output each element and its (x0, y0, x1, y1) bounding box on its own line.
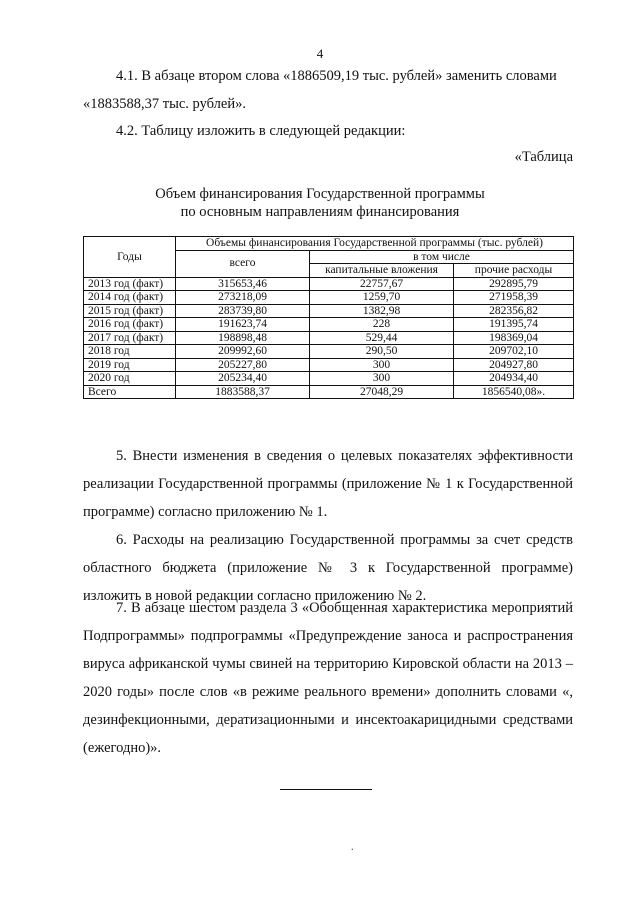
table-row (84, 304, 574, 318)
table-title-line2: по основным направлениям финансирования (180, 204, 460, 220)
page-number: 4 (316, 46, 324, 61)
cell-capital: 22757,67 (310, 277, 454, 291)
table-row (84, 277, 574, 291)
cell-total: 198898,48 (176, 331, 310, 345)
cell-capital: 300 (310, 372, 454, 386)
cell-year: 2017 год (факт) (84, 331, 176, 345)
table-row (84, 318, 574, 332)
header-volumes: Объемы финансирования Государственной программы (тыс. рублей) (176, 237, 574, 251)
cell-other: 209702,10 (454, 345, 574, 359)
cell-capital: 228 (310, 318, 454, 332)
cell-year: 2020 год (84, 372, 176, 386)
cell-year: 2013 год (факт) (84, 277, 176, 291)
cell-other: 198369,04 (454, 331, 574, 345)
cell-total: 191623,74 (176, 318, 310, 332)
cell-other: 204934,40 (454, 372, 574, 386)
header-including: в том числе (310, 250, 574, 264)
paragraph-7: 7. В абзаце шестом раздела 3 «Обобщенная характеристика мероприятий Подпрограммы» подпрограммы «Предупреждение заноса и распространения вируса африканской чумы свиней на территорию Кировской области на 2013 – 2020 годы» после слов «в режиме реального времени» дополнить словами «, дезинфекционными, дератизационными и инсектоакарицидными средствами (ежегодно)». (83, 600, 573, 756)
paragraph-4-1-line1: 4.1. В абзаце втором слова «1886509,19 тыс. рублей» заменить словами (116, 68, 557, 84)
paragraph-4-2: 4.2. Таблицу изложить в следующей редакции: (116, 123, 406, 139)
financing-table (83, 236, 574, 399)
cell-other: 282356,82 (454, 304, 574, 318)
cell-total: 209992,60 (176, 345, 310, 359)
table-row-total (84, 385, 574, 399)
cell-other: 292895,79 (454, 277, 574, 291)
cell-total: 1883588,37 (176, 385, 310, 399)
cell-year: 2015 год (факт) (84, 304, 176, 318)
cell-capital: 1259,70 (310, 291, 454, 305)
scan-mark: . (347, 842, 356, 853)
cell-year: 2019 год (84, 358, 176, 372)
header-other: прочие расходы (454, 264, 574, 278)
cell-other: 191395,74 (454, 318, 574, 332)
cell-other: 1856540,08». (454, 385, 574, 399)
table-row (84, 291, 574, 305)
table-label: «Таблица (514, 149, 573, 165)
cell-total: 273218,09 (176, 291, 310, 305)
header-total: всего (176, 250, 310, 277)
cell-capital: 300 (310, 358, 454, 372)
cell-year: 2018 год (84, 345, 176, 359)
cell-year: Всего (84, 385, 176, 399)
cell-capital: 290,50 (310, 345, 454, 359)
cell-year: 2016 год (факт) (84, 318, 176, 332)
table-row (84, 331, 574, 345)
table-header-row (84, 237, 574, 251)
cell-total: 283739,80 (176, 304, 310, 318)
table-row (84, 372, 574, 386)
cell-year: 2014 год (факт) (84, 291, 176, 305)
cell-total: 205227,80 (176, 358, 310, 372)
cell-other: 204927,80 (454, 358, 574, 372)
cell-total: 315653,46 (176, 277, 310, 291)
paragraph-4-1-line2: «1883588,37 тыс. рублей». (83, 96, 246, 112)
cell-capital: 27048,29 (310, 385, 454, 399)
header-years: Годы (84, 237, 176, 278)
paragraph-6: 6. Расходы на реализацию Государственной программы за счет средств областного бюджета (приложение № 3 к Государственной программе) изложить в новой редакции согласно приложению № 2. (83, 532, 573, 604)
closing-divider (280, 789, 372, 790)
cell-capital: 529,44 (310, 331, 454, 345)
table-row (84, 345, 574, 359)
table-title-line1: Объем финансирования Государственной программы (155, 186, 485, 202)
header-capital: капитальные вложения (310, 264, 454, 278)
cell-capital: 1382,98 (310, 304, 454, 318)
paragraph-5: 5. Внести изменения в сведения о целевых показателях эффективности реализации Государственной программы (приложение № 1 к Государственной программе) согласно приложению № 1. (83, 448, 573, 520)
table-row (84, 358, 574, 372)
cell-other: 271958,39 (454, 291, 574, 305)
cell-total: 205234,40 (176, 372, 310, 386)
